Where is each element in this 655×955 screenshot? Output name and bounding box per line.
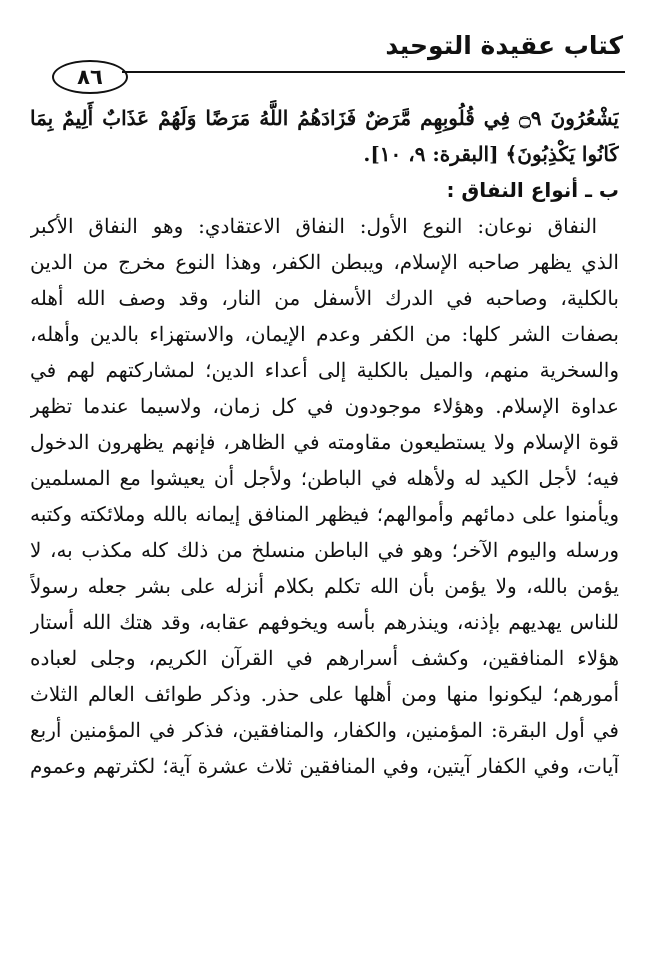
paragraph-line: ورسله واليوم الآخر؛ وهو في الباطن منسلخ من ذلك كله مكذب به، لا xyxy=(30,538,619,562)
paragraph-line: هؤلاء المنافقين، وكشف أسرارهم في القرآن الكريم، وجلى لعباده xyxy=(30,646,619,670)
quran-verse-line: يَشْعُرُونَ ۝٩ فِي قُلُوبِهِم مَّرَضٌ فَزَادَهُمُ اللَّهُ مَرَضًا وَلَهُمْ عَذَابٌ أَلِيمٌ بِمَا xyxy=(30,106,619,130)
quran-verse-line: كَانُوا يَكْذِبُونَ﴾ [البقرة: ٩، ١٠]. xyxy=(363,142,619,166)
book-title: كتاب عقيدة التوحيد xyxy=(385,31,623,60)
paragraph-line: آيات، وفي الكفار آيتين، وفي المنافقين ثلاث عشرة آية؛ لكثرتهم وعموم xyxy=(30,754,619,778)
paragraph-line: عداوة الإسلام. وهؤلاء موجودون في كل زمان، ولاسيما عندما تظهر xyxy=(30,394,619,418)
paragraph-line: فيه؛ لأجل الكيد له ولأهله في الباطن؛ ولأجل أن يعيشوا مع المسلمين xyxy=(30,466,619,490)
page-number: ٨٦ xyxy=(52,60,128,94)
paragraph-line: النفاق نوعان: النوع الأول: النفاق الاعتقادي: وهو النفاق الأكبر xyxy=(30,214,597,238)
page-header xyxy=(40,28,625,98)
paragraph-line: أمورهم؛ ليكونوا منها ومن أهلها على حذر. وذكر طوائف العالم الثلاث xyxy=(30,682,619,706)
paragraph-line: بالكلية، وصاحبه في الدرك الأسفل من النار، وقد وصف الله أهله xyxy=(30,286,619,310)
section-heading: ب ـ أنواع النفاق : xyxy=(446,178,619,202)
paragraph-line: بصفات الشر كلها: من الكفر وعدم الإيمان، والاستهزاء بالدين وأهله، xyxy=(30,322,619,346)
paragraph-line: يؤمن بالله، ولا يؤمن بأن الله تكلم بكلام أنزله على بشر جعله رسولاً xyxy=(30,574,619,598)
paragraph-line: في أول البقرة: المؤمنين، والكفار، والمنافقين، فذكر في المؤمنين أربع xyxy=(30,718,619,742)
paragraph-line: الذي يظهر صاحبه الإسلام، ويبطن الكفر، وهذا النوع مخرج من الدين xyxy=(30,250,619,274)
paragraph-line: والسخرية منهم، والميل بالكلية إلى أعداء الدين؛ لمشاركتهم لهم في xyxy=(30,358,619,382)
paragraph-line: للناس يهديهم بإذنه، وينذرهم بأسه ويخوفهم عقابه، وقد هتك الله أستار xyxy=(30,610,619,634)
paragraph-line: ويأمنوا على دمائهم وأموالهم؛ فيظهر المنافق إيمانه بالله وملائكته وكتبه xyxy=(30,502,619,526)
paragraph-line: قوة الإسلام ولا يستطيعون مقاومته في الظاهر، فإنهم يظهرون الدخول xyxy=(30,430,619,454)
page-body xyxy=(30,100,619,784)
header-rule xyxy=(122,71,625,73)
